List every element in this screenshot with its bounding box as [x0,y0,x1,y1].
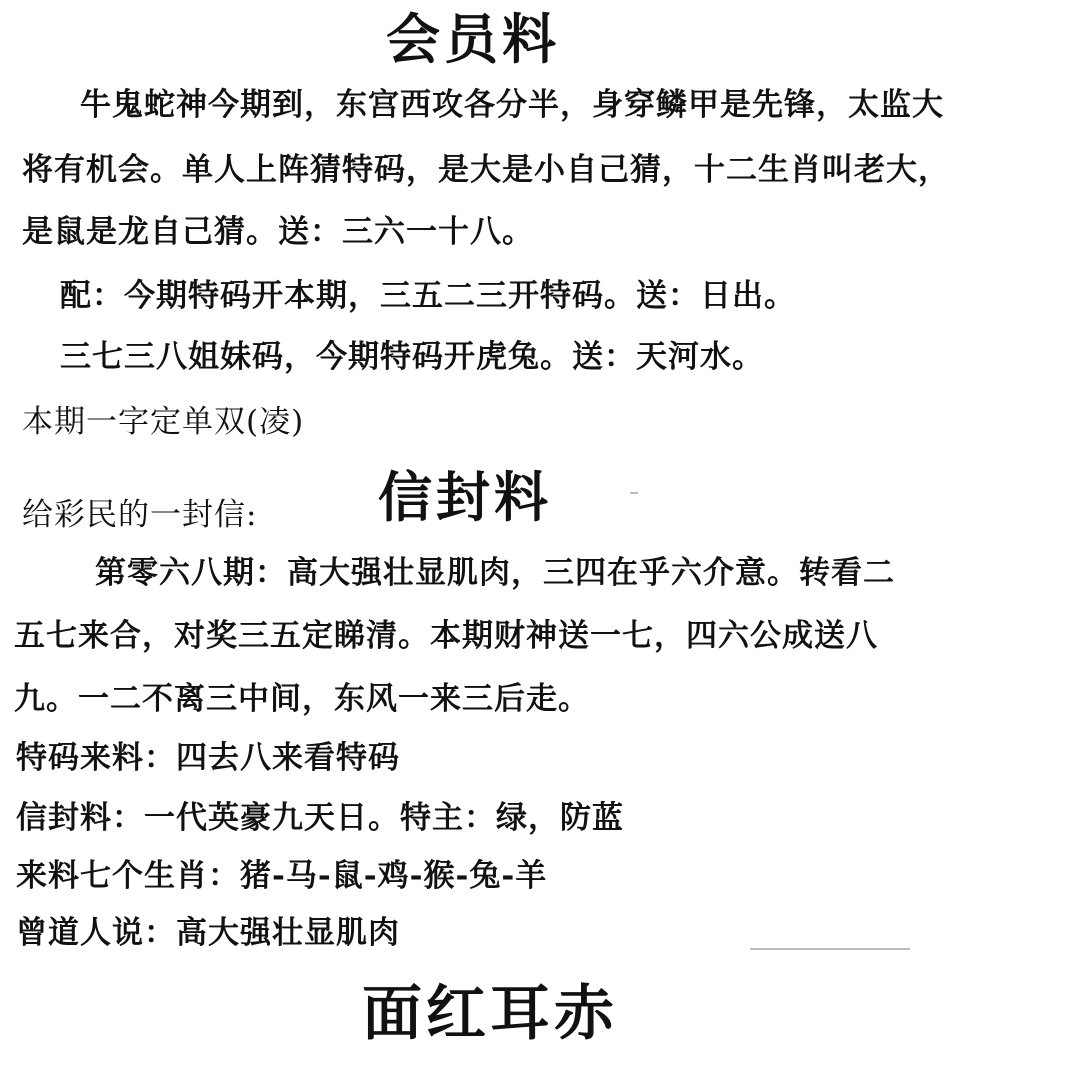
section-member-title: 会员料 [386,7,560,71]
letter-line-7: 曾道人说：高大强壮显肌肉 [16,915,400,951]
letter-line-3: 九。一二不离三中间，东风一来三后走。 [14,681,590,717]
letter-line-4: 特码来料：四去八来看特码 [16,740,400,776]
member-line-1: 牛鬼蛇神今期到，东宫西攻各分半，身穿鳞甲是先锋，太监大 [80,87,944,123]
section-letter-title: 信封料 [378,465,552,529]
letter-intro: 给彩民的一封信: [22,497,258,533]
member-line-6: 本期一字定单双(凌) [22,404,305,440]
member-line-4: 配：今期特码开本期，三五二三开特码。送：日出。 [60,278,796,314]
member-line-2: 将有机会。单人上阵猜特码，是大是小自己猜，十二生肖叫老大， [22,152,950,188]
letter-line-1: 第零六八期：高大强壮显肌肉，三四在乎六介意。转看二 [95,555,895,591]
member-line-5: 三七三八姐妹码，今期特码开虎兔。送：天河水。 [60,339,764,375]
scan-speck [750,948,910,950]
scan-speck [630,492,638,494]
member-line-3: 是鼠是龙自己猜。送：三六一十八。 [22,214,534,250]
letter-line-5: 信封料：一代英豪九天日。特主：绿，防蓝 [16,800,624,836]
letter-line-2: 五七来合，对奖三五定睇清。本期财神送一七，四六公成送八 [14,618,878,654]
footer-title: 面红耳赤 [362,979,618,1049]
letter-line-6: 来料七个生肖：猪-马-鼠-鸡-猴-兔-羊 [16,858,548,894]
